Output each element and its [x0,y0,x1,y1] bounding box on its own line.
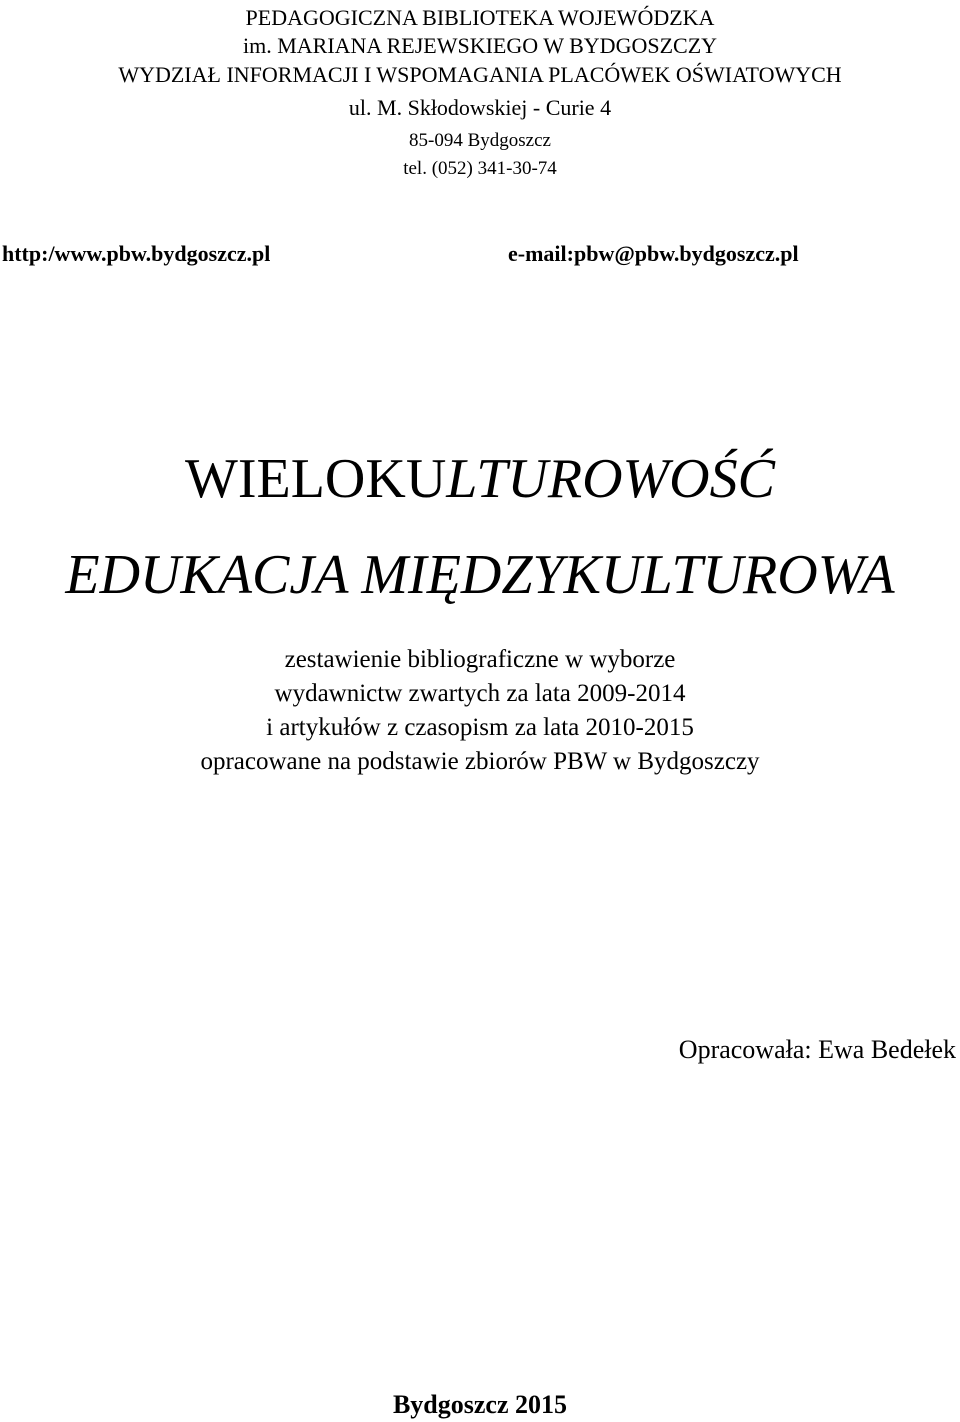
subtitle: EDUKACJA MIĘDZYKULTUROWA [65,544,895,606]
description-line: wydawnictw zwartych za lata 2009-2014 [274,680,686,707]
place-year: Bydgoszcz 2015 [392,1390,568,1419]
email-link[interactable]: e-mail:pbw@pbw.bydgoszcz.pl [508,241,799,266]
street-address: ul. M. Skłodowskiej - Curie 4 [348,95,612,120]
phone-number: tel. (052) 341-30-74 [403,158,557,179]
author-credit: Opracowała: Ewa Bedełek [678,1035,956,1064]
description-line: i artykułów z czasopism za lata 2010-2015 [266,714,694,741]
institution-patron: im. MARIANA REJEWSKIEGO W BYDGOSZCZY [242,33,718,58]
institution-name: PEDAGOGICZNA BIBLIOTEKA WOJEWÓDZKA [245,5,715,30]
description [0,643,960,779]
main-title-italic: LTUROWOŚĆ [446,448,775,510]
main-title-upright: WIELOKU [185,448,447,510]
description-line: zestawienie bibliograficzne w wyborze [284,646,676,673]
postal-address: 85-094 Bydgoszcz [409,130,551,151]
department-name: WYDZIAŁ INFORMACJI I WSPOMAGANIA PLACÓWEK OŚWIATOWYCH [118,62,842,87]
main-title [0,446,960,512]
website-link[interactable]: http:/www.pbw.bydgoszcz.pl [2,241,271,266]
description-line: opracowane na podstawie zbiorów PBW w Bydgoszczy [200,748,760,775]
